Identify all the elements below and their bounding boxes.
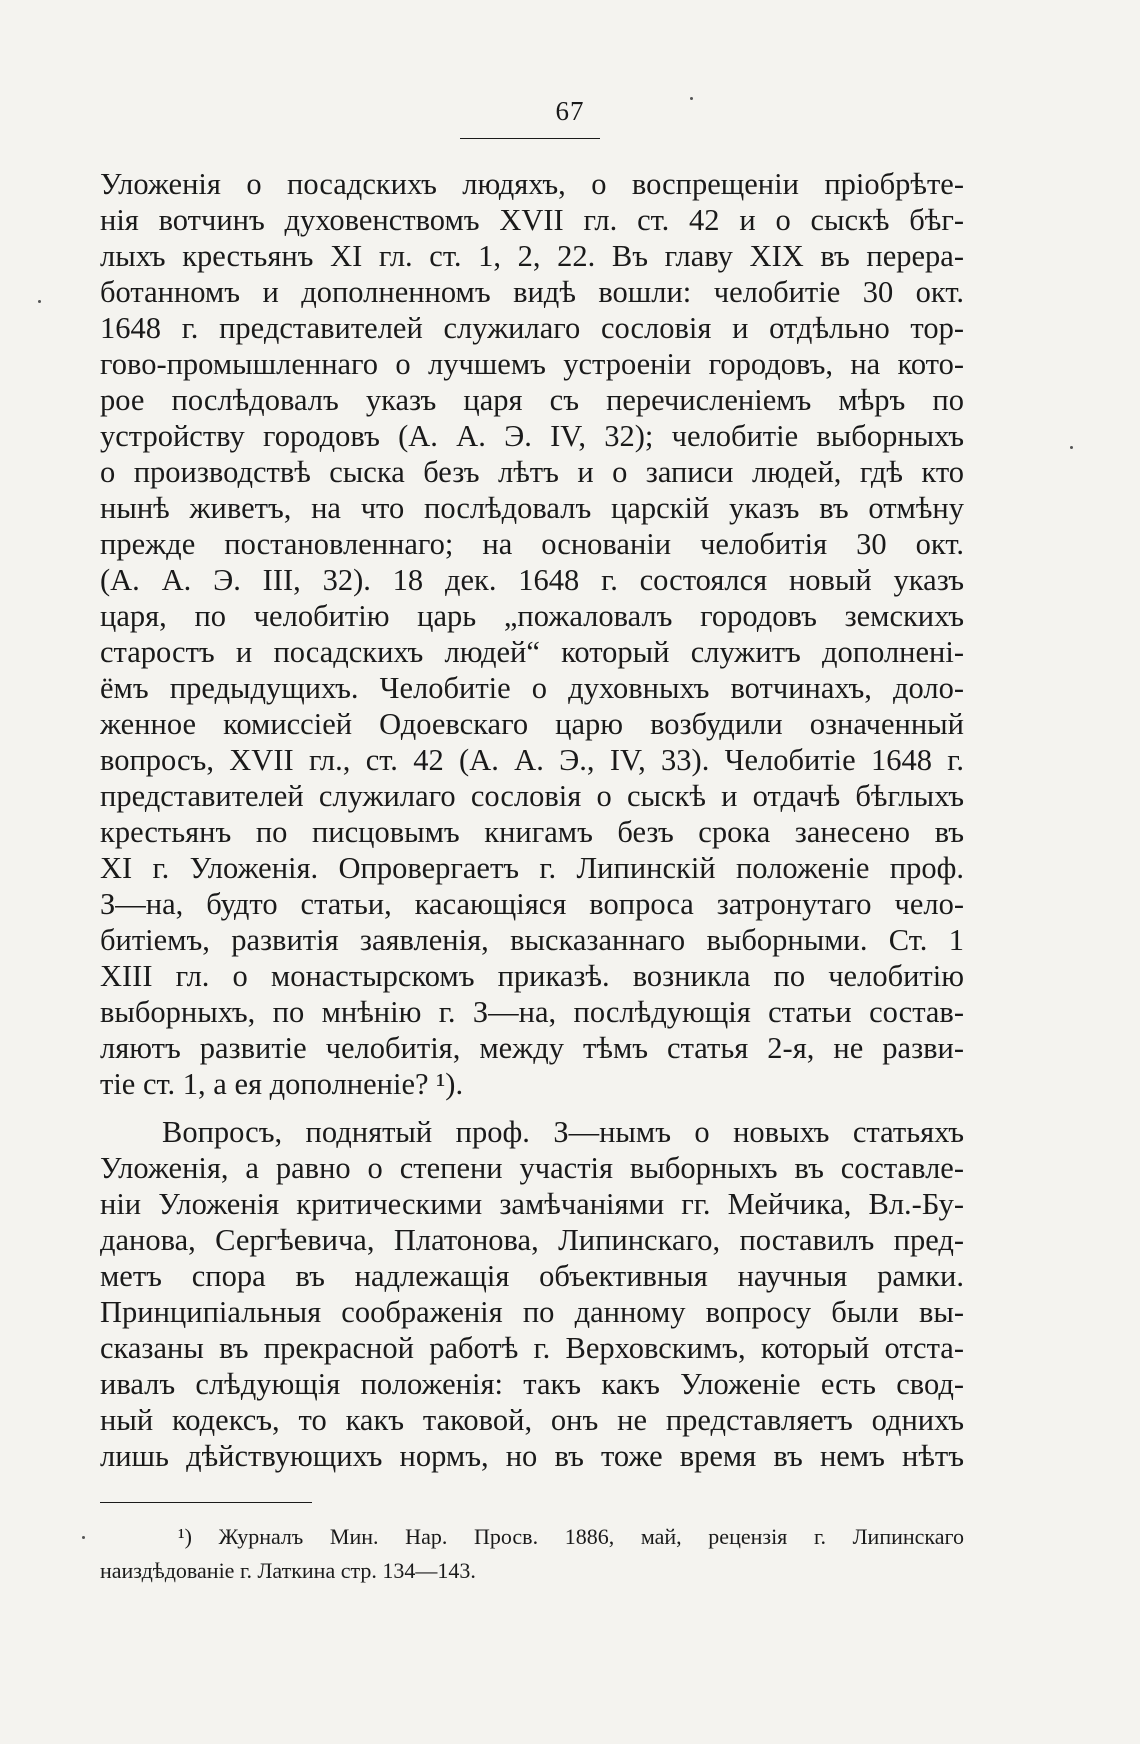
text-line: выборныхъ, по мнѣнію г. З—на, послѣдующія статьи состав- bbox=[100, 995, 964, 1029]
text-line: данова, Сергѣевича, Платонова, Липинскаго, поставилъ пред- bbox=[100, 1223, 964, 1257]
page-number: 67 bbox=[555, 96, 585, 126]
text-line: нія вотчинъ духовенствомъ XVII гл. ст. 42 и о сыскѣ бѣг- bbox=[100, 203, 964, 237]
print-speck bbox=[1070, 446, 1073, 449]
text-line: 1648 г. представителей служилаго сословія и отдѣльно тор- bbox=[100, 311, 964, 345]
text-line: лыхъ крестьянъ XI гл. ст. 1, 2, 22. Въ главу XIX въ перера- bbox=[100, 239, 964, 273]
text-line: гово-промышленнаго о лучшемъ устроеніи городовъ, на кото- bbox=[100, 347, 964, 381]
text-line: лишь дѣйствующихъ нормъ, но въ тоже время въ немъ нѣтъ bbox=[100, 1439, 964, 1473]
print-speck bbox=[82, 1536, 85, 1539]
text-line: XI г. Уложенія. Опровергаетъ г. Липинскій положеніе проф. bbox=[100, 851, 964, 885]
text-line: крестьянъ по писцовымъ книгамъ безъ срока занесено въ bbox=[100, 815, 964, 849]
text-line: рое послѣдовалъ указъ царя съ перечисленіемъ мѣръ по bbox=[100, 383, 964, 417]
text-line: женное комиссіей Одоевскаго царю возбудили означенный bbox=[100, 707, 964, 741]
paragraph-start-line: Вопросъ, поднятый проф. З—нымъ о новыхъ статьяхъ bbox=[162, 1115, 964, 1149]
text-line: битіемъ, развитія заявленія, высказаннаго выборными. Ст. 1 bbox=[100, 923, 964, 957]
text-line: вопросъ, XVII гл., ст. 42 (А. А. Э., IV, 33). Челобитіе 1648 г. bbox=[100, 743, 964, 777]
text-line: тіе ст. 1, а ея дополненіе? ¹). bbox=[100, 1067, 464, 1101]
header-rule bbox=[460, 138, 600, 139]
footnote-line: ¹) Журналъ Мин. Нар. Просв. 1886, май, рецензія г. Липинскаго bbox=[178, 1524, 964, 1549]
text-line: устройству городовъ (А. А. Э. IV, 32); челобитіе выборныхъ bbox=[100, 419, 964, 453]
text-line: старостъ и посадскихъ людей“ который служитъ дополненi- bbox=[100, 635, 964, 669]
text-line: ёмъ предыдущихъ. Челобитіе о духовныхъ вотчинахъ, доло- bbox=[100, 671, 964, 705]
text-line: ляютъ развитіе челобитія, между тѣмъ статья 2-я, не разви- bbox=[100, 1031, 964, 1065]
text-line: ніи Уложенія критическими замѣчаніями гг. Мейчика, Вл.-Бу- bbox=[100, 1187, 964, 1221]
footnote-rule bbox=[100, 1502, 312, 1503]
text-line: представителей служилаго сословія о сыскѣ и отдачѣ бѣглыхъ bbox=[100, 779, 964, 813]
text-line: о производствѣ сыска безъ лѣтъ и о записи людей, гдѣ кто bbox=[100, 455, 964, 489]
text-line: царя, по челобитію царь „пожаловалъ городовъ земскихъ bbox=[100, 599, 964, 633]
text-line: прежде постановленнаго; на основаніи челобитія 30 окт. bbox=[100, 527, 964, 561]
text-line: (А. А. Э. III, 32). 18 дек. 1648 г. состоялся новый указъ bbox=[100, 563, 964, 597]
text-line: ботанномъ и дополненномъ видѣ вошли: челобитіе 30 окт. bbox=[100, 275, 964, 309]
text-line: сказаны въ прекрасной работѣ г. Верховскимъ, который отста- bbox=[100, 1331, 964, 1365]
text-line: нынѣ живетъ, на что послѣдовалъ царскій указъ въ отмѣну bbox=[100, 491, 964, 525]
text-line: ивалъ слѣдующія положенія: такъ какъ Уложеніе есть свод- bbox=[100, 1367, 964, 1401]
text-line: XIII гл. о монастырскомъ приказѣ. возникла по челобитію bbox=[100, 959, 964, 993]
print-speck bbox=[38, 300, 41, 303]
footnote-line: наиздѣдованіе г. Латкина стр. 134—143. bbox=[100, 1558, 476, 1583]
text-line: Принципіальныя соображенія по данному вопросу были вы- bbox=[100, 1295, 964, 1329]
text-line: ный кодексъ, то какъ таковой, онъ не представляетъ однихъ bbox=[100, 1403, 964, 1437]
print-speck bbox=[690, 97, 693, 100]
text-line: Уложенія о посадскихъ людяхъ, о воспрещеніи пріобрѣте- bbox=[100, 167, 964, 201]
text-line: метъ спора въ надлежащія объективныя научныя рамки. bbox=[100, 1259, 964, 1293]
text-line: Уложенія, а равно о степени участія выборныхъ въ составле- bbox=[100, 1151, 964, 1185]
text-line: З—на, будто статьи, касающіяся вопроса затронутаго чело- bbox=[100, 887, 964, 921]
